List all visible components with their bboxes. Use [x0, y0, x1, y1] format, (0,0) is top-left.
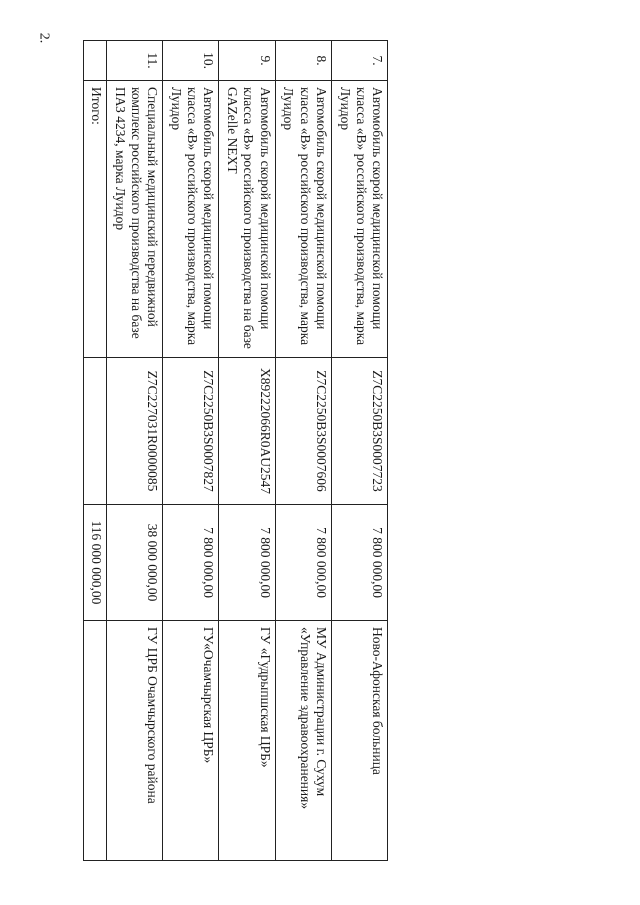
vin-code: Z7C2250B3S0007723 — [331, 358, 387, 505]
vin-code: Z7C2250B3S0007606 — [275, 358, 331, 505]
total-empty-cell — [84, 358, 107, 505]
recipient-organization: ГУ«Очамчырская ЦРБ» — [163, 621, 219, 861]
vehicle-name: Специальный медицинский передвижной комплекс российского производства на базе ПАЗ 4234, марка Луидор — [107, 81, 163, 358]
total-row — [84, 41, 107, 861]
page-number: 2. — [36, 32, 52, 44]
row-number: 11. — [107, 41, 163, 81]
table-row — [275, 41, 331, 861]
recipient-organization: Ново-Афонская больница — [331, 621, 387, 861]
total-empty-cell — [84, 41, 107, 81]
vehicle-name: Автомобиль скорой медицинской помощи класса «В» российского производства, марка Луидор — [331, 81, 387, 358]
vehicle-table — [83, 40, 388, 861]
total-label: Итого: — [84, 81, 107, 358]
table-row — [331, 41, 387, 861]
vehicle-name: Автомобиль скорой медицинской помощи класса «В» российского производства на базе GAZelle NEXT — [219, 81, 275, 358]
price: 7 800 000,00 — [275, 505, 331, 621]
recipient-organization: ГУ «Гудрыпшская ЦРБ» — [219, 621, 275, 861]
recipient-organization: МУ Администрации г. Сухум «Управление здравоохранения» — [275, 621, 331, 861]
row-number: 10. — [163, 41, 219, 81]
vehicle-name: Автомобиль скорой медицинской помощи класса «В» российского производства, марка Луидор — [163, 81, 219, 358]
price: 38 000 000,00 — [107, 505, 163, 621]
rotated-table-wrapper — [83, 40, 388, 860]
vin-code: Z7C2250B3S0007827 — [163, 358, 219, 505]
total-empty-cell — [84, 621, 107, 861]
price: 7 800 000,00 — [219, 505, 275, 621]
table-row — [163, 41, 219, 861]
price: 7 800 000,00 — [163, 505, 219, 621]
total-value: 116 000 000,00 — [84, 505, 107, 621]
vehicle-name: Автомобиль скорой медицинской помощи класса «В» российского производства, марка Луидор — [275, 81, 331, 358]
row-number: 8. — [275, 41, 331, 81]
vin-code: Z7C227031R0000085 — [107, 358, 163, 505]
recipient-organization: ГУ ЦРБ Очамчырского района — [107, 621, 163, 861]
table-row — [107, 41, 163, 861]
row-number: 7. — [331, 41, 387, 81]
price: 7 800 000,00 — [331, 505, 387, 621]
vin-code: X89222066R0AU2547 — [219, 358, 275, 505]
row-number: 9. — [219, 41, 275, 81]
table-row — [219, 41, 275, 861]
